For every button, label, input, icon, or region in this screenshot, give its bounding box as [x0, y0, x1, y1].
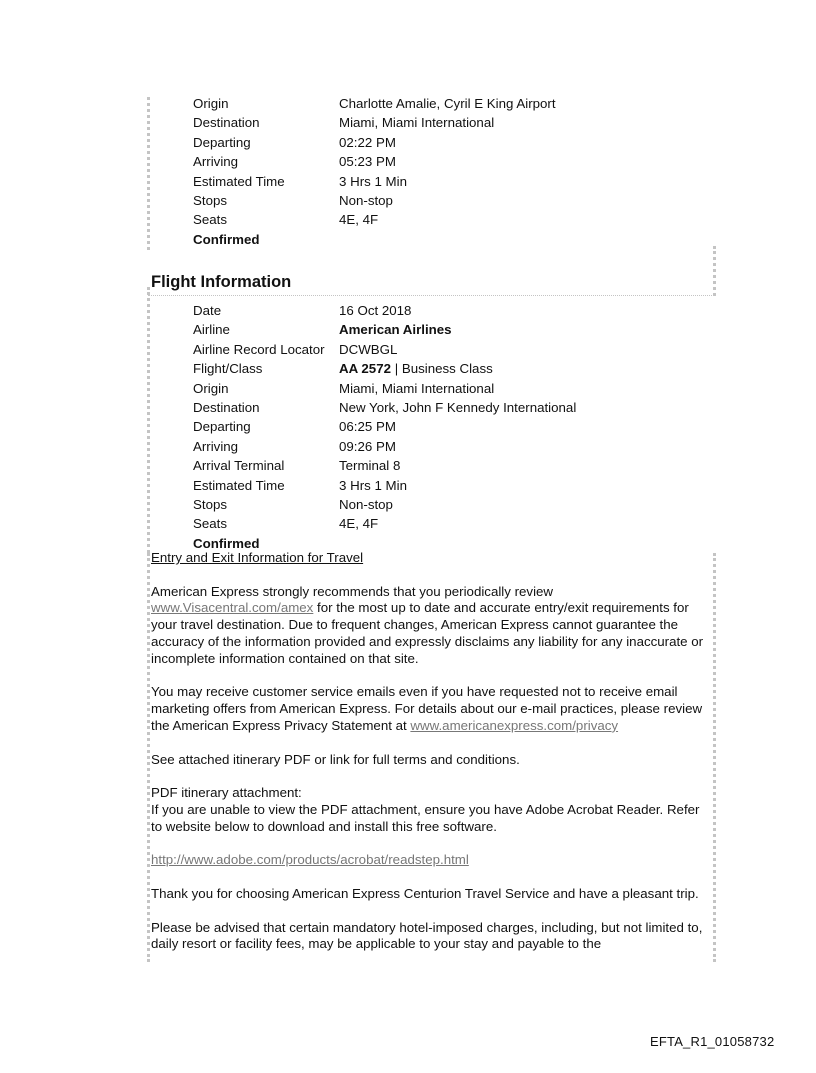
seats-value: 4E, 4F: [339, 516, 379, 532]
hotel-charges-paragraph: Please be advised that certain mandatory hotel-imposed charges, including, but not limited to, daily resort or facility fees, may be applicable to your stay and payable to the: [151, 919, 703, 952]
detail-label: Date: [193, 303, 222, 318]
detail-row: [193, 94, 713, 113]
privacy-paragraph: You may receive customer service emails even if you have requested not to receive email marketing offers from American Express. For details about our e-mail practices, please review the American Express Privacy Statement at www.americanexpress.com/privacy: [151, 684, 703, 733]
detail-row: [193, 437, 713, 456]
left-dotted-rule: [147, 97, 150, 250]
detail-label: Origin: [193, 380, 229, 396]
detail-label: Arriving: [193, 154, 239, 170]
detail-value: 02:22 PM: [339, 134, 396, 150]
stops-value: Non-stop: [339, 497, 393, 513]
pdf-paragraph: PDF itinerary attachment: If you are unable to view the PDF attachment, ensure you have Adobe Acrobat Reader. Refer to website below to download and install this free software.: [151, 785, 700, 834]
detail-label: Seats: [193, 516, 228, 532]
detail-row: [193, 152, 713, 171]
detail-value: Non-stop: [339, 193, 393, 209]
record-locator: DCWBGL: [339, 341, 398, 357]
confirmed-status: Confirmed: [193, 535, 260, 551]
flight-leg-1-details: [193, 94, 713, 249]
departing-value: 06:25 PM: [339, 419, 396, 435]
travel-notes: [151, 550, 711, 970]
estimated-time-value: 3 Hrs 1 Min: [339, 477, 407, 493]
detail-row: [193, 359, 713, 378]
right-dotted-rule: [713, 246, 716, 296]
detail-row: [193, 398, 713, 417]
detail-row: [193, 340, 713, 359]
destination-value: New York, John F Kennedy International: [339, 400, 577, 416]
detail-label: Arrival Terminal: [193, 458, 285, 474]
detail-label: Departing: [193, 134, 251, 150]
detail-value: 05:23 PM: [339, 154, 396, 170]
detail-label: Seats: [193, 212, 228, 228]
detail-label: Arriving: [193, 438, 239, 454]
flight-information-heading: Flight Information: [151, 273, 292, 291]
left-dotted-rule: [147, 287, 150, 553]
flight-information-details: [193, 301, 713, 553]
adobe-link-paragraph: [151, 852, 711, 869]
status-row: [193, 230, 713, 249]
entry-exit-block: [151, 550, 711, 567]
terms-paragraph: See attached itinerary PDF or link for full terms and conditions.: [151, 751, 520, 767]
privacy-link[interactable]: www.americanexpress.com/privacy: [410, 717, 619, 733]
detail-row: [193, 320, 713, 339]
detail-value: 3 Hrs 1 Min: [339, 173, 407, 189]
section-divider: [148, 295, 714, 296]
detail-row: [193, 495, 713, 514]
detail-row: [193, 379, 713, 398]
detail-label: Stops: [193, 193, 228, 209]
thank-you-paragraph: Thank you for choosing American Express Centurion Travel Service and have a pleasant trip.: [151, 885, 699, 901]
detail-row: [193, 476, 713, 495]
visacentral-link[interactable]: www.Visacentral.com/amex: [151, 600, 314, 616]
detail-value: Charlotte Amalie, Cyril E King Airport: [339, 96, 556, 111]
confirmed-status: Confirmed: [193, 231, 260, 247]
detail-label: Airline Record Locator: [193, 341, 325, 357]
detail-row: [193, 210, 713, 229]
arriving-value: 09:26 PM: [339, 438, 396, 454]
document-id: EFTA_R1_01058732: [650, 1034, 775, 1049]
detail-label: Stops: [193, 497, 228, 513]
detail-row: [193, 191, 713, 210]
visa-paragraph: American Express strongly recommends that you periodically review www.Visacentral.com/amex for the most up to date and accurate entry/exit requirements for your travel destination. Due to frequent changes, American Express cannot guarantee the accuracy of the information provided and expressly disclaims any liability for any inaccurate or incomplete information contained on that site.: [151, 583, 704, 666]
detail-label: Airline: [193, 322, 230, 338]
right-dotted-rule: [713, 553, 716, 962]
detail-row: [193, 113, 713, 132]
detail-row: [193, 456, 713, 475]
detail-label: Departing: [193, 419, 251, 435]
flight-number: AA 2572: [339, 361, 391, 377]
detail-label: Estimated Time: [193, 173, 285, 189]
detail-row: [193, 133, 713, 152]
detail-row: [193, 301, 713, 320]
detail-label: Origin: [193, 96, 229, 111]
cabin-class: | Business Class: [391, 361, 493, 377]
left-dotted-rule: [147, 553, 150, 962]
detail-row: [193, 417, 713, 436]
detail-label: Destination: [193, 115, 260, 131]
detail-row: [193, 172, 713, 191]
terminal-value: Terminal 8: [339, 458, 401, 474]
detail-row: [193, 514, 713, 533]
flight-date: 16 Oct 2018: [339, 303, 412, 318]
detail-label: Flight/Class: [193, 361, 263, 377]
airline-name: American Airlines: [339, 322, 452, 338]
origin-value: Miami, Miami International: [339, 380, 495, 396]
detail-value: 4E, 4F: [339, 212, 379, 228]
detail-label: Estimated Time: [193, 477, 285, 493]
entry-exit-heading: Entry and Exit Information for Travel: [151, 550, 364, 565]
detail-label: Destination: [193, 400, 260, 416]
adobe-link[interactable]: http://www.adobe.com/products/acrobat/readstep.html: [151, 852, 469, 868]
detail-value: Miami, Miami International: [339, 115, 495, 131]
